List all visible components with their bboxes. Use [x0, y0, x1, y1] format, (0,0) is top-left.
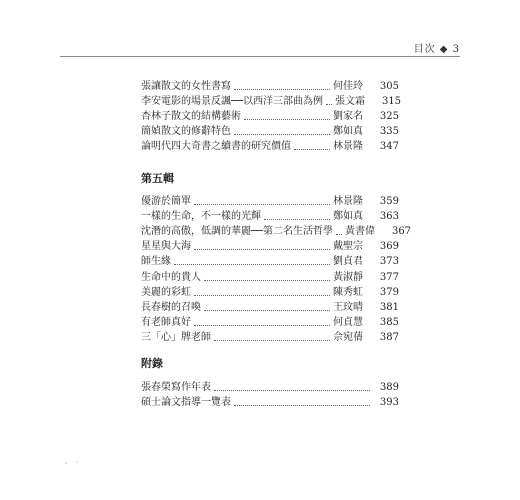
- entry-page-number: 373: [379, 256, 399, 268]
- toc-entry[interactable]: [141, 329, 399, 344]
- toc-entry[interactable]: [141, 268, 399, 283]
- print-specks: [58, 458, 88, 468]
- entry-title: 張春榮寫作年表: [141, 382, 211, 394]
- entry-author: 劉家名: [333, 111, 363, 123]
- entry-title: 簡媜散文的修辭特色: [141, 126, 231, 138]
- dot-leader: [214, 340, 330, 341]
- dot-leader: [194, 204, 330, 205]
- entry-page-number: 367: [391, 226, 412, 238]
- entry-title: 李安電影的場景反諷──以西洋三部曲為例: [141, 96, 324, 108]
- toc-entry[interactable]: [141, 238, 399, 253]
- entry-page-number: 325: [379, 111, 399, 123]
- dot-leader: [234, 89, 330, 90]
- dot-leader: [294, 149, 330, 150]
- entry-author: 戴聖宗: [333, 241, 363, 253]
- entry-page-number: 385: [379, 316, 399, 328]
- entry-author: 黃淑靜: [333, 271, 363, 283]
- entry-title: 長春樹的召喚: [141, 301, 201, 313]
- dot-leader: [234, 134, 330, 135]
- toc-entry[interactable]: [141, 138, 399, 153]
- entry-page-number: 381: [379, 301, 399, 313]
- entry-title: 沈潛的高傲，低調的華麗──第二名生活哲學: [141, 226, 334, 238]
- entry-author: 林景隆: [333, 196, 363, 208]
- dot-leader: [234, 405, 370, 406]
- toc-entry[interactable]: [141, 284, 399, 299]
- header-rule: [60, 56, 460, 57]
- toc-section-appendix: [141, 379, 399, 409]
- entry-author: 林景隆: [333, 141, 363, 153]
- entry-author: 鄭如真: [333, 211, 363, 223]
- entry-page-number: 305: [379, 81, 399, 93]
- entry-author: 鄭如真: [333, 126, 363, 138]
- entry-title: 有老師真好: [141, 316, 191, 328]
- entry-page-number: 377: [379, 271, 399, 283]
- toc-entry[interactable]: [141, 299, 399, 314]
- entry-title: 生命中的貴人: [141, 271, 201, 283]
- entry-title: 杏林子散文的結構藝術: [141, 111, 241, 123]
- entry-page-number: 315: [381, 96, 402, 108]
- entry-author: 何貞慧: [333, 316, 363, 328]
- toc-entry[interactable]: [141, 123, 399, 138]
- entry-page-number: 335: [379, 126, 399, 138]
- entry-page-number: 363: [379, 211, 399, 223]
- toc-entry[interactable]: [141, 108, 399, 123]
- entry-page-number: 389: [379, 382, 399, 394]
- toc-entry[interactable]: [141, 223, 412, 238]
- entry-author: 陳秀虹: [333, 286, 363, 298]
- dot-leader: [194, 295, 330, 296]
- entry-title: 優游於簡單: [141, 196, 191, 208]
- dot-leader: [326, 104, 332, 105]
- entry-title: 張讓散文的女性書寫: [141, 81, 231, 93]
- entry-title: 星星與大海: [141, 241, 191, 253]
- entry-page-number: 393: [379, 397, 399, 409]
- entry-author: 張文霜: [335, 96, 366, 108]
- dot-leader: [244, 119, 330, 120]
- toc-entry[interactable]: [141, 208, 399, 223]
- entry-page-number: 387: [379, 331, 399, 343]
- entry-author: 黃書偉: [345, 226, 376, 238]
- dot-leader: [264, 219, 330, 220]
- dot-leader: [336, 234, 342, 235]
- dot-leader: [204, 280, 330, 281]
- toc-entry[interactable]: [141, 379, 399, 394]
- section-heading: 附錄: [141, 357, 163, 370]
- entry-title: 美麗的彩虹: [141, 286, 191, 298]
- entry-title: 師生緣: [141, 256, 171, 268]
- dot-leader: [194, 325, 330, 326]
- running-head: 目次 ◆ 3: [413, 44, 460, 55]
- entry-author: 王玟晴: [333, 301, 363, 313]
- toc-entry[interactable]: [141, 394, 399, 409]
- toc-entry[interactable]: [141, 78, 399, 93]
- toc-entry[interactable]: [141, 314, 399, 329]
- entry-page-number: 359: [379, 196, 399, 208]
- entry-author: 佘宛蒨: [333, 331, 363, 343]
- toc-entry[interactable]: [141, 93, 402, 108]
- toc-entry[interactable]: [141, 253, 399, 268]
- entry-title: 三「心」牌老師: [141, 331, 211, 343]
- section-heading: 第五輯: [141, 172, 174, 185]
- page-header: [60, 40, 460, 56]
- entry-author: 劉貞君: [333, 256, 363, 268]
- entry-title: 一樣的生命，不一樣的光輝: [141, 211, 261, 223]
- entry-page-number: 347: [379, 141, 399, 153]
- entry-title: 碩士論文指導一覽表: [141, 397, 231, 409]
- entry-page-number: 379: [379, 286, 399, 298]
- dot-leader: [204, 310, 330, 311]
- toc-section-continued: [141, 78, 402, 153]
- dot-leader: [214, 390, 370, 391]
- toc-entry[interactable]: [141, 193, 399, 208]
- dot-leader: [194, 249, 330, 250]
- entry-title: 論明代四大奇書之續書的研究價值: [141, 141, 291, 153]
- toc-section-5: [141, 193, 412, 344]
- dot-leader: [174, 264, 330, 265]
- entry-page-number: 369: [379, 241, 399, 253]
- entry-author: 何佳玲: [333, 81, 363, 93]
